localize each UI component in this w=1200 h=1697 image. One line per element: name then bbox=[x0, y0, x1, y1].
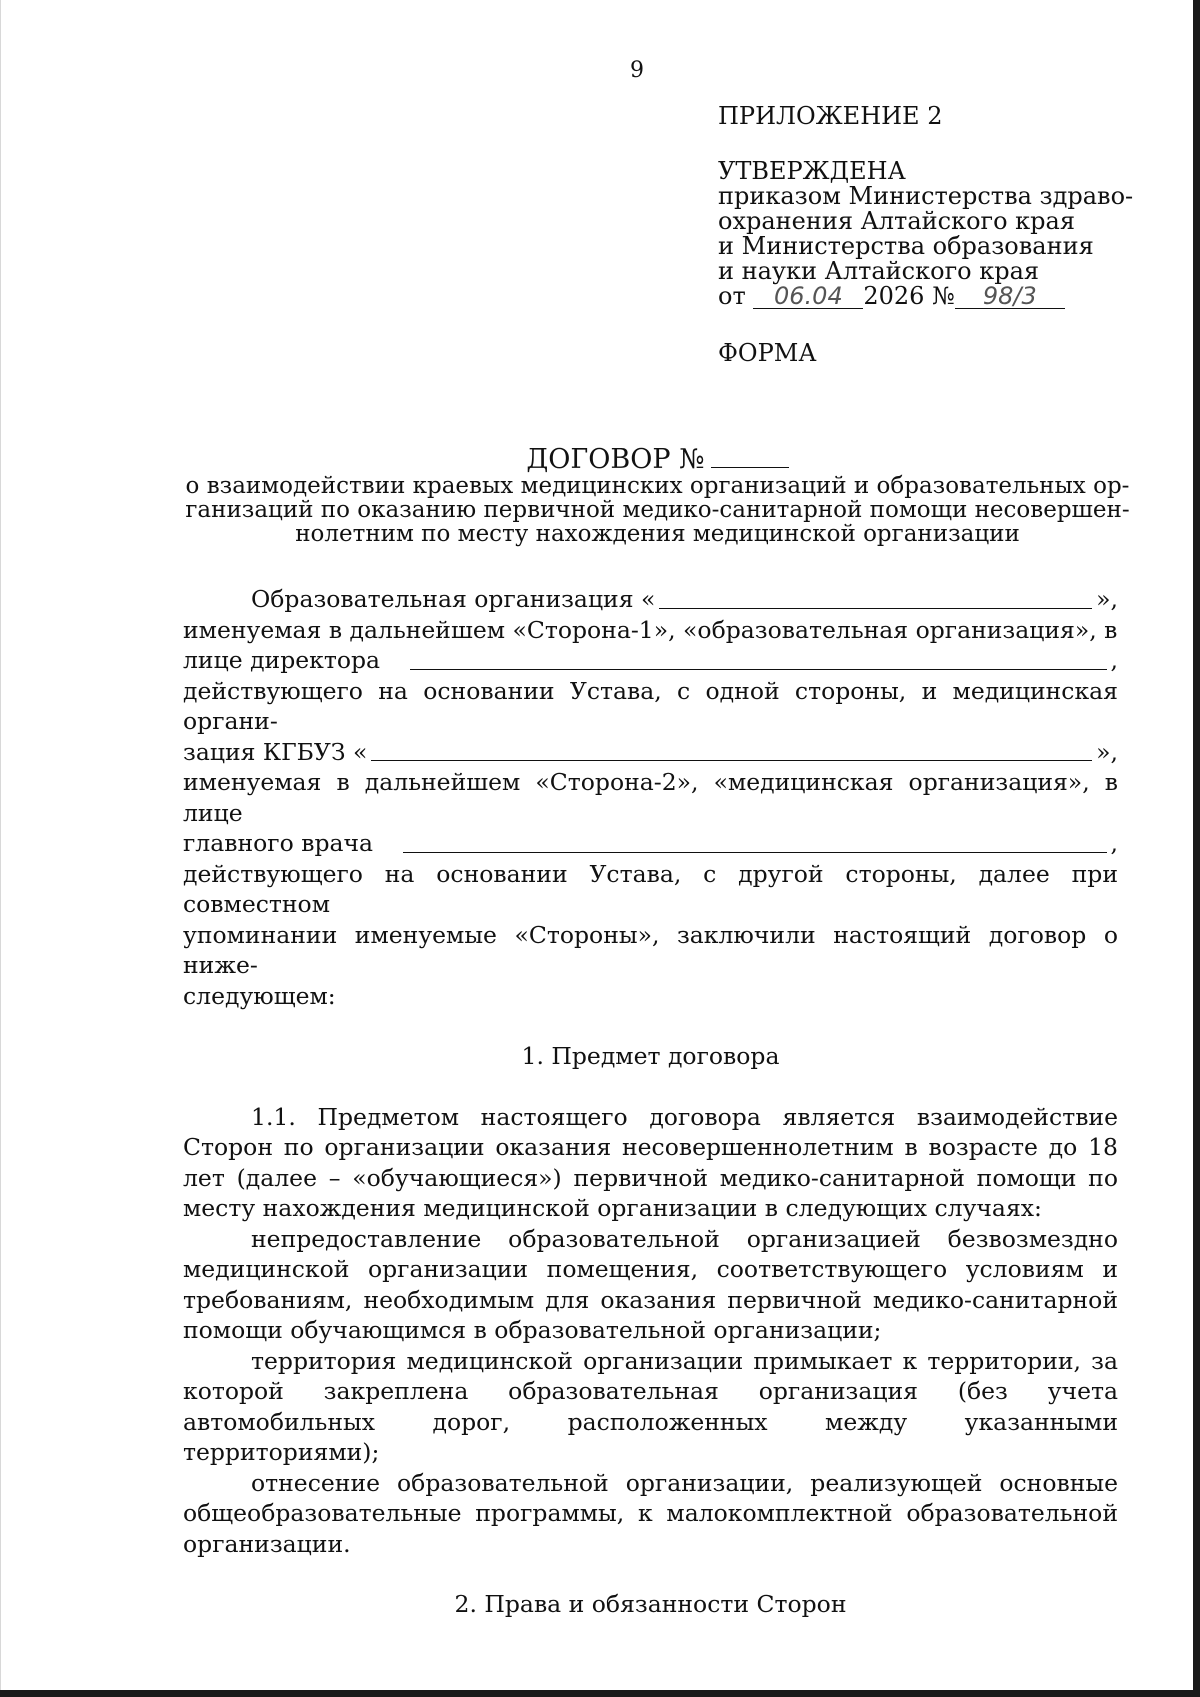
approval-block bbox=[718, 104, 1138, 366]
intro-line-10: следующем: bbox=[183, 981, 336, 1010]
approval-line-3: и Министерства образования bbox=[718, 232, 1094, 260]
approved-label: УТВЕРЖДЕНА bbox=[718, 157, 906, 185]
intro-line-4: действующего на основании Устава, с одной стороны, и медицинская органи- bbox=[183, 676, 1118, 735]
edu-org-line bbox=[183, 584, 1118, 615]
section-1-heading: 1. Предмет договора bbox=[521, 1042, 780, 1070]
intro-line-6: именуемая в дальнейшем «Сторона-2», «медицинская организация», в лице bbox=[183, 768, 1118, 827]
intro-line-9: упоминании именуемые «Стороны», заключили настоящий договор о ниже- bbox=[183, 920, 1118, 979]
section-1-paragraph-1: 1.1. Предметом настоящего договора является взаимодействие Сторон по организации оказания несовершеннолетним в возрасте до 18 лет (далее – «обучающиеся») первичной медико-санитарной помощи по месту нахождения медицинской организации в следующих случаях: bbox=[183, 1102, 1118, 1222]
scan-edge-right bbox=[1193, 0, 1200, 1697]
form-label: ФОРМА bbox=[718, 339, 817, 367]
contract-subtitle-1: о взаимодействии краевых медицинских организаций и образовательных ор- bbox=[185, 473, 1130, 499]
intro-line-8: действующего на основании Устава, с другой стороны, далее при совместном bbox=[183, 859, 1118, 918]
intro-line-2: именуемая в дальнейшем «Сторона-1», «образовательная организация», в bbox=[183, 615, 1118, 644]
director-prefix: лице директора bbox=[183, 646, 381, 674]
edu-org-name-blank[interactable] bbox=[659, 588, 1092, 609]
date-prefix: от bbox=[718, 282, 746, 310]
year-and-number-label: 2026 № bbox=[863, 282, 955, 310]
section-2-heading: 2. Права и обязанности Сторон bbox=[454, 1590, 847, 1618]
scan-edge-bottom bbox=[0, 1690, 1200, 1697]
director-suffix: , bbox=[1110, 646, 1118, 674]
approval-line-4: и науки Алтайского края bbox=[718, 257, 1040, 285]
section-1-paragraph-2: непредоставление образовательной организацией безвозмездно медицинской организации помещения, соответствующего условиям и требованиям, необходимым для оказания первичной медико-санитарной помощи обучающимся в образовательной организации; bbox=[183, 1224, 1118, 1344]
contract-body bbox=[183, 584, 1118, 1620]
med-org-name-blank[interactable] bbox=[371, 740, 1092, 761]
edu-org-suffix: », bbox=[1096, 585, 1118, 613]
contract-number-blank[interactable] bbox=[711, 447, 789, 468]
director-line bbox=[183, 645, 1118, 676]
chief-suffix: , bbox=[1110, 829, 1118, 857]
scan-edge-left bbox=[0, 0, 1, 1697]
handwritten-order-number: 98/3 bbox=[955, 285, 1065, 309]
med-org-prefix: зация КГБУЗ « bbox=[183, 737, 368, 766]
med-org-suffix: », bbox=[1096, 737, 1118, 766]
contract-label: ДОГОВОР № bbox=[526, 444, 705, 475]
approval-line-2: охранения Алтайского края bbox=[718, 207, 1075, 235]
contract-heading bbox=[180, 444, 1135, 475]
chief-line bbox=[183, 828, 1118, 859]
director-name-blank[interactable] bbox=[410, 649, 1106, 670]
approval-line-1: приказом Министерства здраво- bbox=[718, 182, 1134, 210]
edu-org-prefix: Образовательная организация « bbox=[251, 585, 656, 613]
page-number: 9 bbox=[630, 58, 644, 83]
section-1-paragraph-3: территория медицинской организации примыкает к территории, за которой закреплена образовательная организация (без учета автомобильных дорог, расположенных между указанными территориями); bbox=[183, 1346, 1118, 1466]
chief-name-blank[interactable] bbox=[403, 832, 1106, 853]
section-1-paragraph-4: отнесение образовательной организации, реализующей основные общеобразовательные программы, к малокомплектной образовательной организации. bbox=[183, 1468, 1118, 1558]
contract-title bbox=[180, 444, 1135, 547]
med-org-line bbox=[183, 737, 1118, 768]
contract-subtitle-3: нолетним по месту нахождения медицинской организации bbox=[295, 521, 1020, 547]
handwritten-date: 06.04 bbox=[753, 285, 863, 309]
order-date-number-line bbox=[718, 284, 1138, 309]
chief-prefix: главного врача bbox=[183, 829, 374, 857]
annex-label: ПРИЛОЖЕНИЕ 2 bbox=[718, 102, 943, 130]
contract-subtitle-2: ганизаций по оказанию первичной медико-санитарной помощи несовершен- bbox=[185, 497, 1130, 523]
